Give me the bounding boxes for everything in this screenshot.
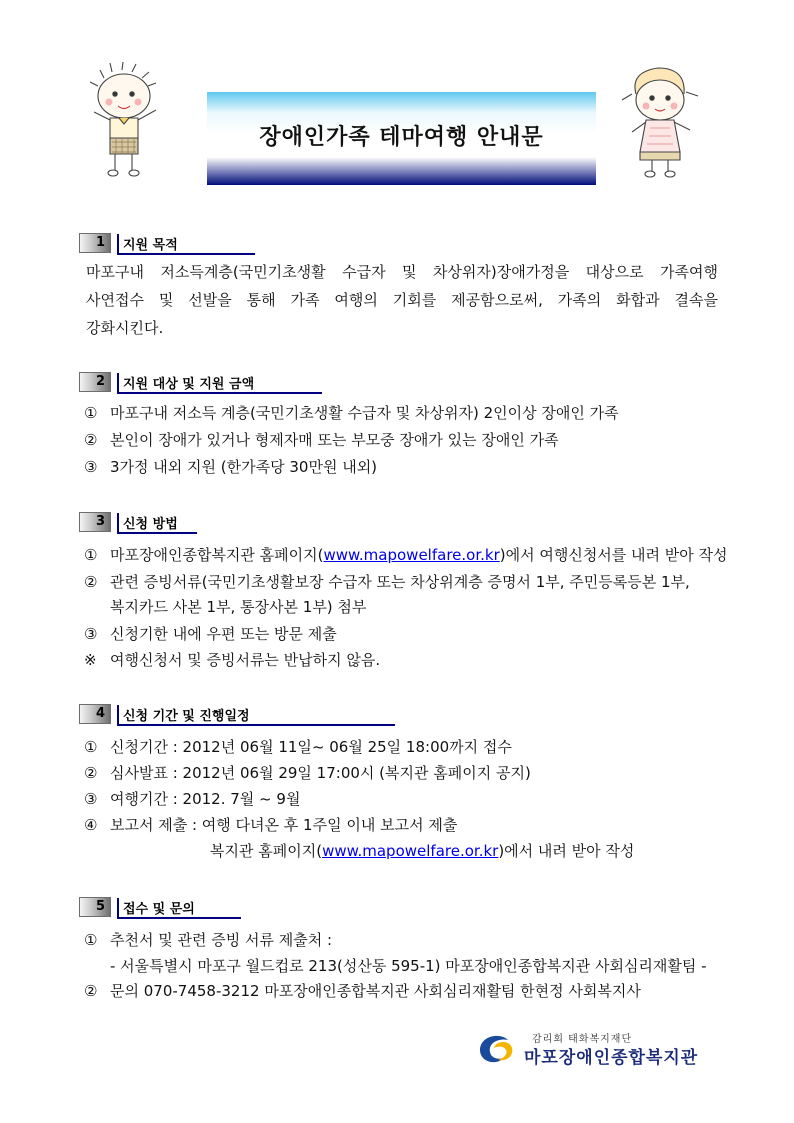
section-rule xyxy=(117,724,395,726)
item-marker: ③ xyxy=(84,625,98,643)
section-heading: 지원 목적 xyxy=(123,238,178,253)
logo-swirl-icon xyxy=(474,1030,518,1066)
section-5-header xyxy=(79,897,259,919)
list-item xyxy=(84,789,300,809)
boy-illustration xyxy=(82,62,178,180)
item-marker: ① xyxy=(84,404,98,422)
item-text: - 서울특별시 마포구 월드컵로 213(성산동 595-1) 마포장애인종합복지관 사회심리재활팀 - xyxy=(110,957,707,975)
item-marker: ① xyxy=(84,546,98,564)
item-marker: ※ xyxy=(84,651,97,669)
section-bar xyxy=(117,373,119,393)
item-text: 문의 070-7458-3212 마포장애인종합복지관 사회심리재활팀 한현정 사회복지사 xyxy=(110,982,641,1000)
list-item xyxy=(84,597,366,617)
girl-illustration xyxy=(616,64,712,182)
list-item xyxy=(84,737,512,757)
item-text: )에서 내려 받아 작성 xyxy=(498,842,635,860)
item-text: 신청기한 내에 우편 또는 방문 제출 xyxy=(110,625,337,643)
section-rule xyxy=(117,532,197,534)
section-heading: 신청 기간 및 진행일정 xyxy=(123,709,250,724)
page-title: 장애인가족 테마여행 안내문 xyxy=(259,125,544,150)
section-heading: 신청 방법 xyxy=(123,517,178,532)
item-text: 관련 증빙서류(국민기초생활보장 수급자 또는 차상위계층 증명서 1부, 주민등록등본 1부, xyxy=(110,573,690,591)
homepage-link[interactable]: www.mapowelfare.or.kr xyxy=(322,842,499,860)
section-1-body xyxy=(86,258,718,342)
section-bar xyxy=(117,898,119,918)
section-number: 2 xyxy=(79,372,111,392)
logo-name: 마포장애인종합복지관 xyxy=(524,1048,699,1068)
homepage-link[interactable]: www.mapowelfare.or.kr xyxy=(323,546,500,564)
section-bar xyxy=(117,513,119,533)
section-1-header xyxy=(79,233,259,255)
section-number: 4 xyxy=(79,704,111,724)
item-text: 복지관 홈페이지( xyxy=(210,842,323,860)
list-item xyxy=(84,403,619,423)
list-item xyxy=(84,815,457,835)
logo-tagline: 감리회 태화복지재단 xyxy=(532,1034,633,1045)
list-item xyxy=(84,930,332,950)
item-text: 여행기간 : 2012. 7월 ~ 9월 xyxy=(110,790,301,808)
list-item xyxy=(84,650,380,670)
list-item xyxy=(84,956,707,976)
item-marker: ② xyxy=(84,573,98,591)
section-number: 1 xyxy=(79,233,111,253)
item-marker: ② xyxy=(84,982,98,1000)
section-heading: 지원 대상 및 지원 금액 xyxy=(123,377,255,392)
title-banner xyxy=(207,92,596,185)
list-item xyxy=(84,545,728,565)
paragraph-line: 강화시킨다. xyxy=(86,319,164,337)
section-rule xyxy=(117,392,322,394)
section-heading: 접수 및 문의 xyxy=(123,902,195,917)
item-text: 추천서 및 관련 증빙 서류 제출처 : xyxy=(110,931,333,949)
list-item xyxy=(210,841,634,861)
section-2-header xyxy=(79,372,329,394)
item-marker: ④ xyxy=(84,816,98,834)
item-text: 신청기간 : 2012년 06월 11일~ 06월 25일 18:00까지 접수 xyxy=(110,738,512,756)
item-marker: ① xyxy=(84,738,98,756)
item-text: 심사발표 : 2012년 06월 29일 17:00시 (복지관 홈페이지 공지) xyxy=(110,764,531,782)
section-rule xyxy=(117,253,255,255)
section-bar xyxy=(117,234,119,254)
list-item xyxy=(84,763,531,783)
list-item xyxy=(84,981,641,1001)
item-text: 여행신청서 및 증빙서류는 반납하지 않음. xyxy=(110,651,381,669)
item-marker: ② xyxy=(84,431,98,449)
section-number: 3 xyxy=(79,512,111,532)
item-text: 보고서 제출 : 여행 다녀온 후 1주일 이내 보고서 제출 xyxy=(110,816,458,834)
section-rule xyxy=(117,917,241,919)
item-marker: ③ xyxy=(84,790,98,808)
item-marker: ① xyxy=(84,931,98,949)
item-marker: ③ xyxy=(84,458,98,476)
list-item xyxy=(84,457,377,477)
item-text: 3가정 내외 지원 (한가족당 30만원 내외) xyxy=(110,458,378,476)
list-item xyxy=(84,624,337,644)
item-text: 마포구내 저소득 계층(국민기초생활 수급자 및 차상위자) 2인이상 장애인 가족 xyxy=(110,404,619,422)
section-bar xyxy=(117,705,119,725)
item-text: 본인이 장애가 있거나 형제자매 또는 부모중 장애가 있는 장애인 가족 xyxy=(110,431,559,449)
item-text: 마포장애인종합복지관 홈페이지( xyxy=(110,546,324,564)
item-text: )에서 여행신청서를 내려 받아 작성 xyxy=(499,546,728,564)
list-item xyxy=(84,572,690,592)
list-item xyxy=(84,430,559,450)
paragraph-line: 마포구내 저소득계층(국민기초생활 수급자 및 차상위자)장애가정을 대상으로 가족여행 xyxy=(86,263,718,281)
paragraph-line: 사연접수 및 선발을 통해 가족 여행의 기회를 제공함으로써, 가족의 화합과 결속을 xyxy=(86,291,718,309)
item-text: 복지카드 사본 1부, 통장사본 1부) 첨부 xyxy=(110,598,367,616)
section-number: 5 xyxy=(79,897,111,917)
item-marker: ② xyxy=(84,764,98,782)
org-logo xyxy=(474,1030,724,1070)
section-3-header xyxy=(79,512,229,534)
section-4-header xyxy=(79,704,409,726)
